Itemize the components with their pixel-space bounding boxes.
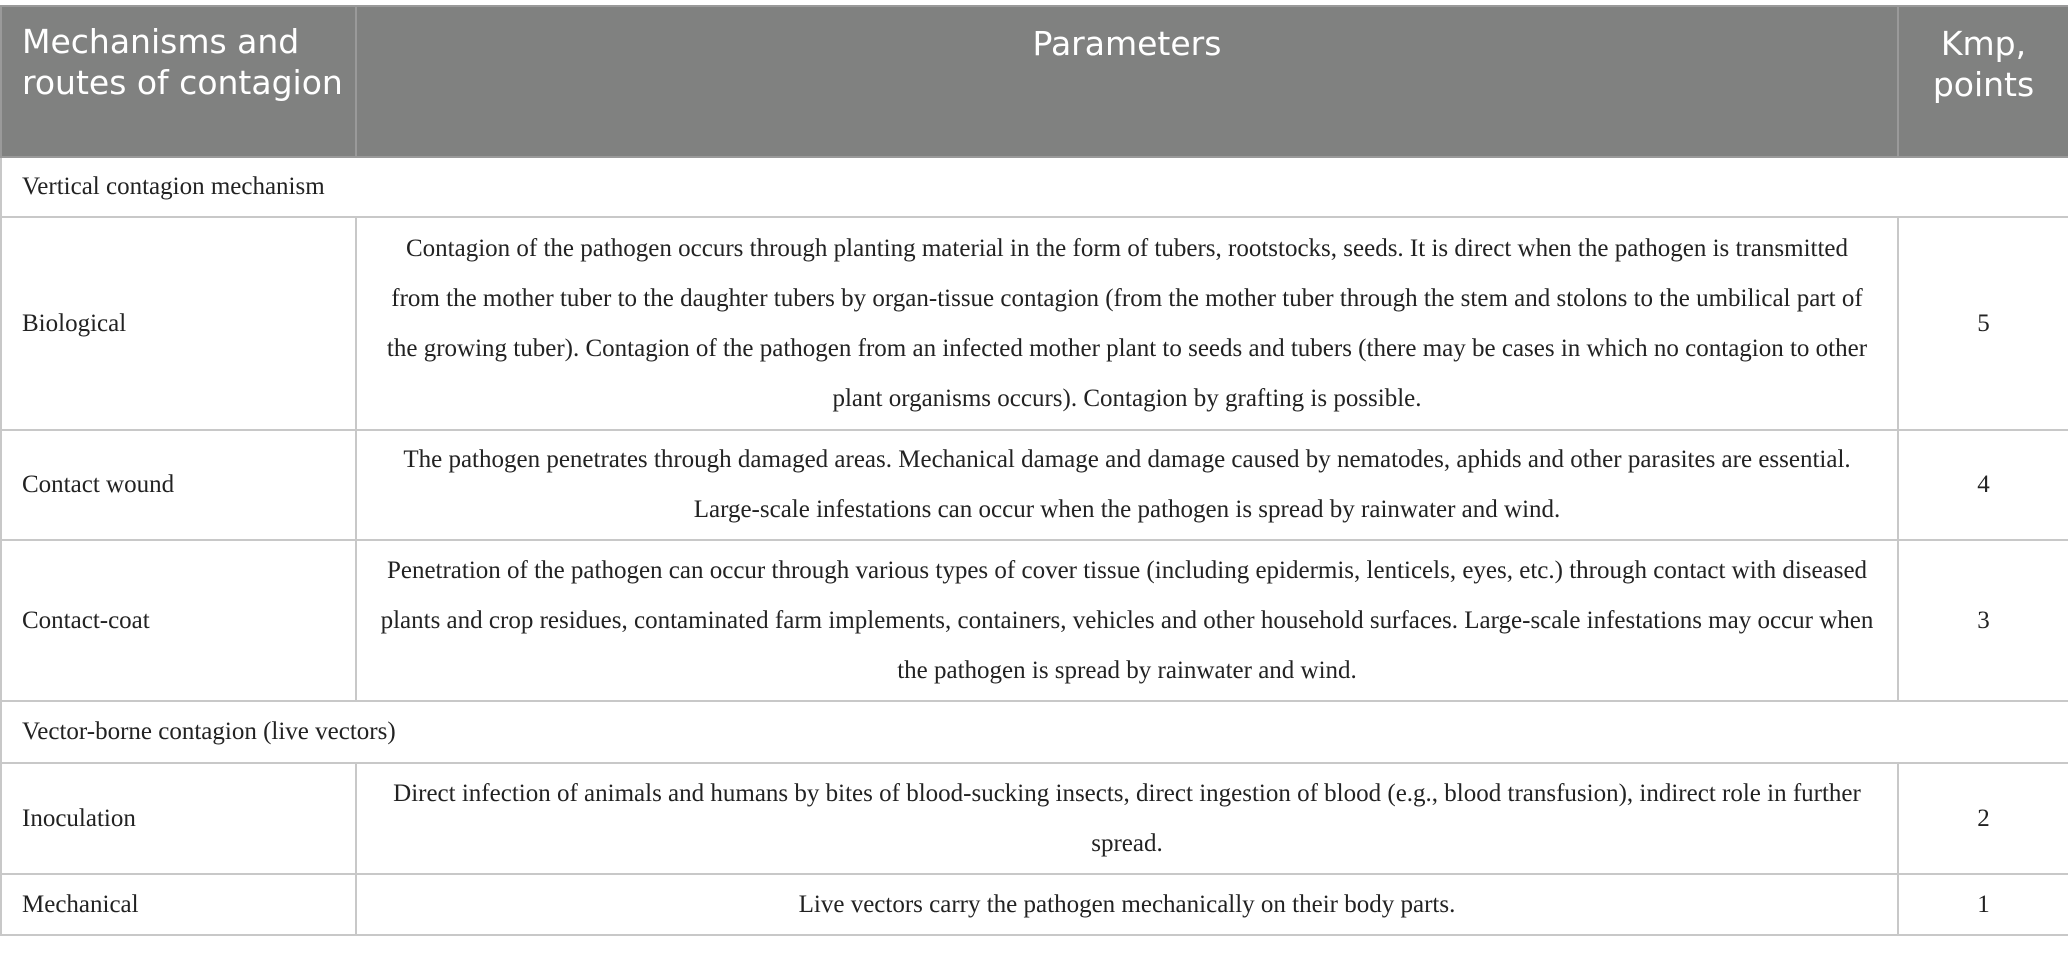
parameters-text: Direct infection of animals and humans by bites of blood-sucking insects, direct ingestion of blood (e.g., blood transfusion), indirect role in further spread. bbox=[356, 763, 1898, 874]
parameters-text: Live vectors carry the pathogen mechanically on their body parts. bbox=[356, 874, 1898, 935]
section-title: Vector-borne contagion (live vectors) bbox=[1, 701, 2068, 763]
section-row bbox=[1, 157, 2068, 217]
kmp-value: 5 bbox=[1898, 217, 2068, 430]
parameters-text: The pathogen penetrates through damaged areas. Mechanical damage and damage caused by nematodes, aphids and other parasites are essential. Large-scale infestations can occur when the pathogen is spread by rainwater and wind. bbox=[356, 430, 1898, 540]
header-row bbox=[1, 6, 2068, 157]
table-row bbox=[1, 763, 2068, 874]
table-row bbox=[1, 874, 2068, 935]
kmp-value: 2 bbox=[1898, 763, 2068, 874]
header-parameters: Parameters bbox=[356, 6, 1898, 157]
header-mechanisms: Mechanisms and routes of contagion bbox=[1, 6, 356, 157]
table-row bbox=[1, 217, 2068, 430]
header-kmp: Kmp, points bbox=[1898, 6, 2068, 157]
table-row bbox=[1, 430, 2068, 540]
mechanism-name: Mechanical bbox=[1, 874, 356, 935]
mechanism-name: Contact wound bbox=[1, 430, 356, 540]
table-row bbox=[1, 540, 2068, 701]
contagion-table bbox=[0, 5, 2068, 936]
section-title: Vertical contagion mechanism bbox=[1, 157, 2068, 217]
kmp-value: 3 bbox=[1898, 540, 2068, 701]
mechanism-name: Contact-coat bbox=[1, 540, 356, 701]
parameters-text: Penetration of the pathogen can occur through various types of cover tissue (including epidermis, lenticels, eyes, etc.) through contact with diseased plants and crop residues, contaminated farm implements, containers, vehicles and other household surfaces. Large-scale infestations may occur when the pathogen is spread by rainwater and wind. bbox=[356, 540, 1898, 701]
kmp-value: 4 bbox=[1898, 430, 2068, 540]
section-row bbox=[1, 701, 2068, 763]
kmp-value: 1 bbox=[1898, 874, 2068, 935]
parameters-text: Contagion of the pathogen occurs through planting material in the form of tubers, rootstocks, seeds. It is direct when the pathogen is transmitted from the mother tuber to the daughter tubers by organ-tissue contagion (from the mother tuber through the stem and stolons to the umbilical part of the growing tuber). Contagion of the pathogen from an infected mother plant to seeds and tubers (there may be cases in which no contagion to other plant organisms occurs). Contagion by grafting is possible. bbox=[356, 217, 1898, 430]
mechanism-name: Biological bbox=[1, 217, 356, 430]
mechanism-name: Inoculation bbox=[1, 763, 356, 874]
